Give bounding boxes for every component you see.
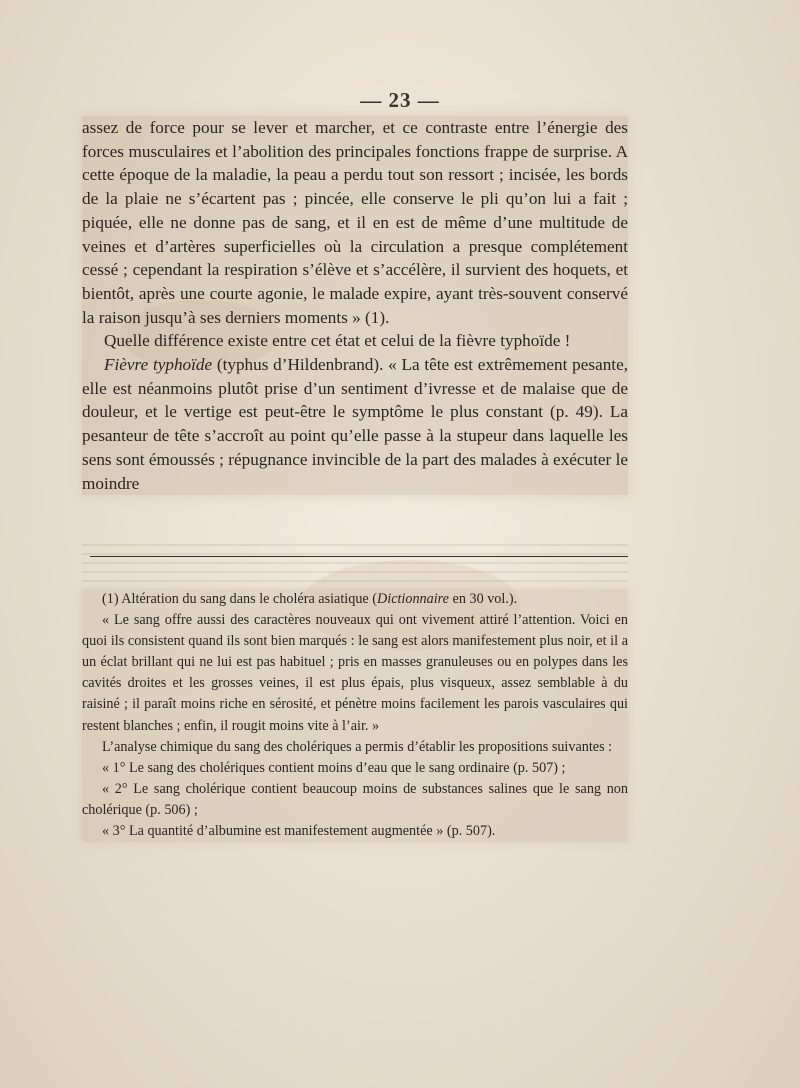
footnote-blood-quote: « Le sang offre aussi des caractères nouveaux qui ont vivement attiré l’attention. Voici en quoi ils consistent quand ils sont bien marqués : le sang est alors manifestement plus noir, et il a un éclat brillant qui ne lui est pas habituel ; pris en masses granuleuses ou en polypes dans les cavités droites et les grosses veines, il est plus épais, plus visqueux, assez semblable à du raisiné ; il paraît moins riche en sérosité, et pénètre moins facilement les parois vasculaires qui restent blanches ; enfin, il rougit moins vite à l’air. » — [82, 612, 628, 734]
footnote-1-end: en 30 vol.). — [448, 591, 518, 607]
footnote-1-text: (1) Altération du sang dans le choléra asiatique ( — [102, 591, 377, 607]
footnote-1 — [82, 589, 628, 610]
typhoid-heading: Fièvre typhoïde — [104, 355, 213, 375]
paragraph-typhoid — [82, 353, 628, 495]
main-text — [82, 116, 628, 495]
typhoid-text: (typhus d’Hildenbrand). « La tête est extrêmement pesante, elle est néanmoins plutôt prise d’un sentiment d’ivresse et de malaise que de douleur, et le vertige est peut-être le symptôme le plus constant (p. 49). La pesanteur de tête s’accroît au point qu’elle passe à la stupeur dans laquelle les sens sont émoussés ; répugnance invincible de la part des malades à exécuter le moindre — [82, 355, 628, 493]
paragraph-comparison: Quelle différence existe entre cet état et celui de la fièvre typhoïde ! — [104, 331, 571, 351]
footnote-1-source: Dictionnaire — [377, 591, 449, 607]
footnote-proposition-3: « 3° La quantité d’albumine est manifestement augmentée » (p. 507). — [102, 823, 496, 840]
footnote-proposition-1: « 1° Le sang des cholériques contient moins d’eau que le sang ordinaire (p. 507) ; — [102, 759, 566, 776]
footnote-rule — [90, 556, 628, 557]
page-number: — 23 — — [360, 88, 440, 112]
footnote-analysis: L’analyse chimique du sang des cholériques a permis d’établir les propositions suivantes : — [102, 738, 613, 755]
footnote-proposition-2: « 2° Le sang cholérique contient beaucoup moins de substances salines que le sang non cholérique (p. 506) ; — [82, 780, 628, 818]
paragraph-cholera-symptoms: assez de force pour se lever et marcher, et ce contraste entre l’énergie des forces musculaires et l’abolition des principales fonctions frappe de surprise. A cette époque de la maladie, la peau a perdu tout son ressort ; incisée, les bords de la plaie ne s’écartent pas ; pincée, elle conserve le pli qu’on lui a fait ; piquée, elle ne donne pas de sang, et il en est de même d’une multitude de veines et d’artères superficielles où la circulation a presque complétement cessé ; cependant la respiration s’élève et s’accélère, il survient des hoquets, et bientôt, après une courte agonie, le malade expire, ayant très-souvent conservé la raison jusqu’à ses derniers moments » (1). — [82, 118, 628, 327]
footnotes — [82, 589, 628, 842]
bleed-through-text — [82, 540, 628, 582]
